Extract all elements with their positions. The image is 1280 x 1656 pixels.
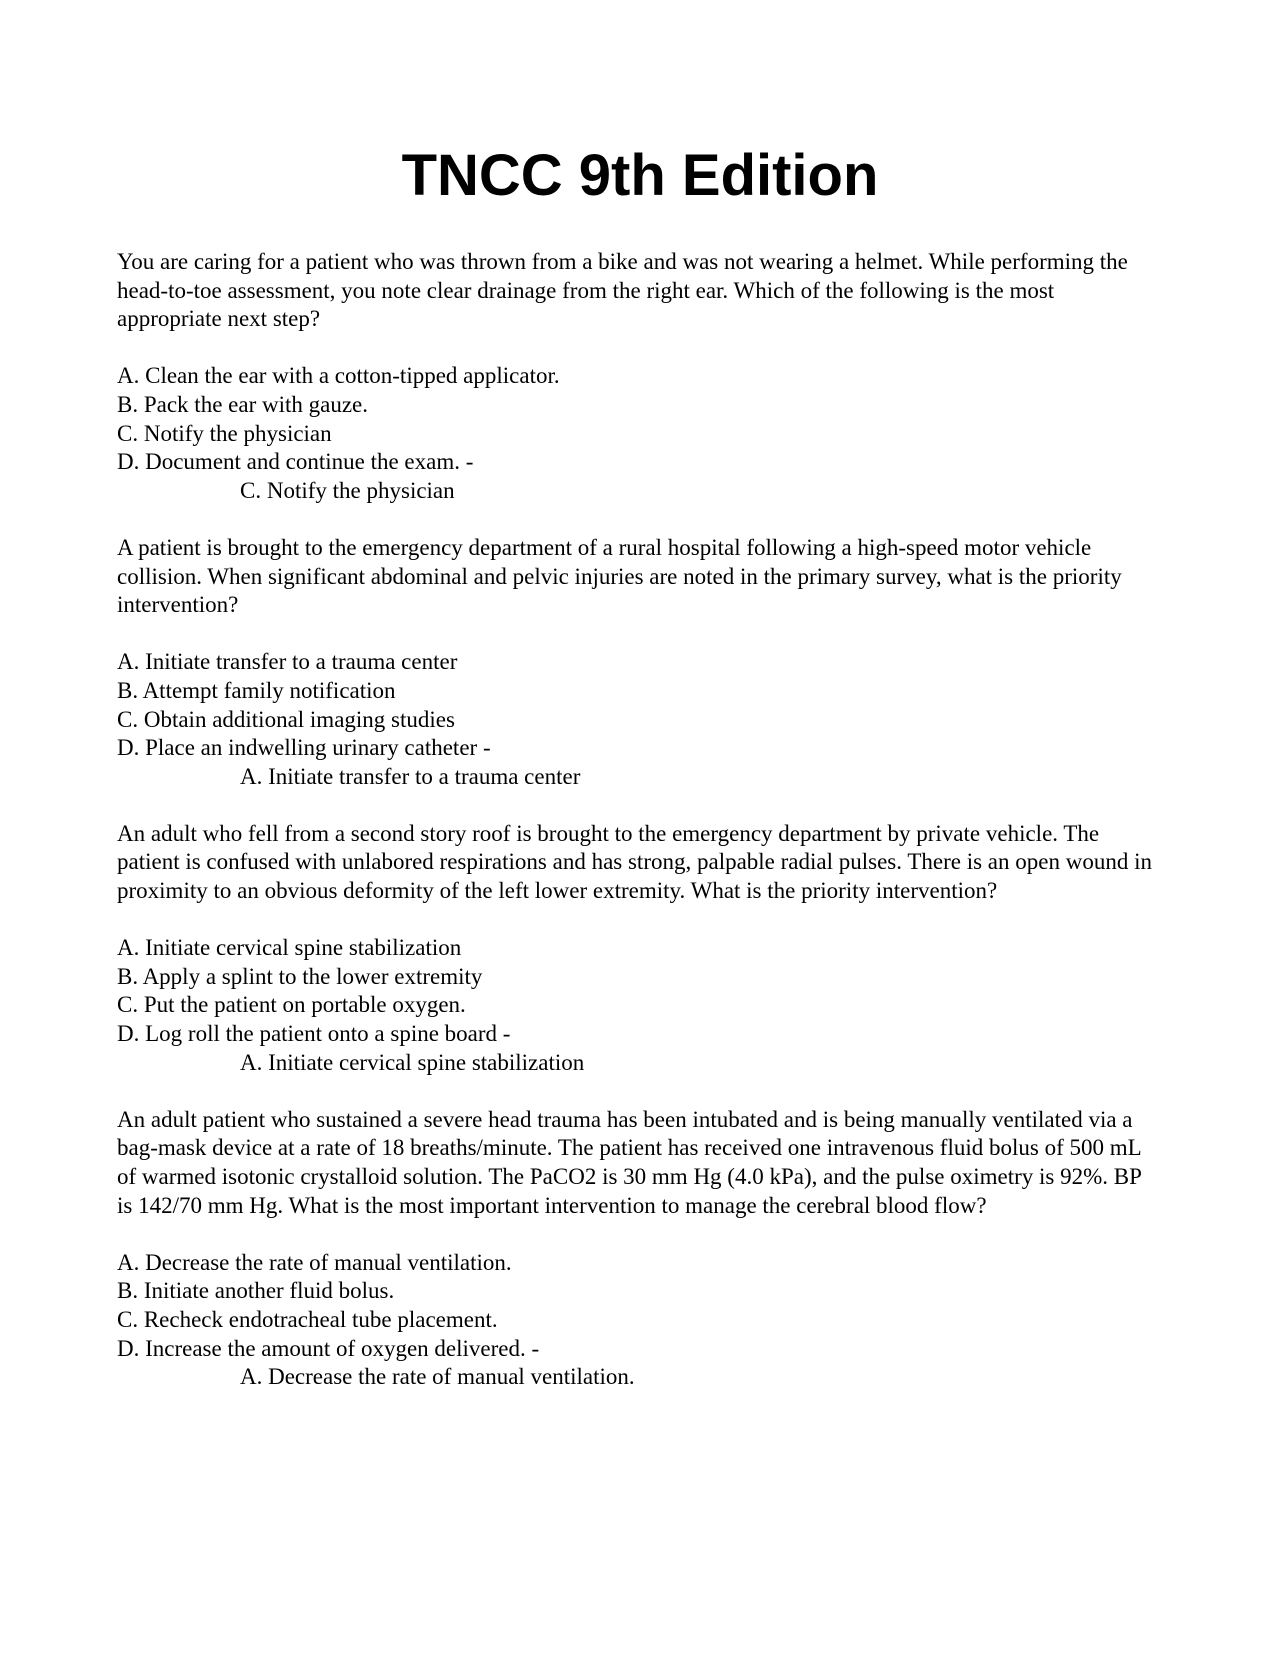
option-d: D. Document and continue the exam. - — [117, 449, 474, 475]
option-d: D. Place an indwelling urinary catheter - — [117, 735, 491, 761]
question-stem: A patient is brought to the emergency department of a rural hospital following a high-speed motor vehicle collision. When significant abdominal and pelvic injuries are noted in the primary survey, what is the priority intervention? — [117, 534, 1122, 618]
option-b: B. Attempt family notification — [117, 677, 396, 703]
correct-answer: A. Initiate cervical spine stabilization — [240, 1049, 585, 1075]
answer-options — [117, 1249, 1157, 1363]
option-c: C. Put the patient on portable oxygen. — [117, 992, 466, 1018]
option-b: B. Initiate another fluid bolus. — [117, 1278, 395, 1304]
question-stem: An adult who fell from a second story roof is brought to the emergency department by private vehicle. The patient is confused with unlabored respirations and has strong, palpable radial pulses. There is an open wound in proximity to an obvious deformity of the left lower extremity. What is the priority intervention? — [117, 820, 1152, 904]
question-stem: An adult patient who sustained a severe head trauma has been intubated and is being manually ventilated via a bag-mask device at a rate of 18 breaths/minute. The patient has received one intravenous fluid bolus of 500 mL of warmed isotonic crystalloid solution. The PaCO2 is 30 mm Hg (4.0 kPa), and the pulse oximetry is 92%. BP is 142/70 mm Hg. What is the most important intervention to manage the cerebral blood flow? — [117, 1106, 1142, 1218]
question-block — [117, 534, 1157, 791]
option-d: D. Increase the amount of oxygen delivered. - — [117, 1335, 540, 1361]
correct-answer: A. Initiate transfer to a trauma center — [240, 763, 581, 789]
option-c: C. Obtain additional imaging studies — [117, 706, 455, 732]
option-d: D. Log roll the patient onto a spine board - — [117, 1021, 511, 1047]
option-c: C. Notify the physician — [117, 420, 332, 446]
document-title: TNCC 9th Edition — [401, 143, 879, 208]
question-block — [117, 248, 1157, 505]
answer-options — [117, 648, 1157, 762]
question-block — [117, 820, 1157, 1077]
document-body — [117, 248, 1157, 1420]
option-a: A. Clean the ear with a cotton-tipped applicator. — [117, 363, 560, 389]
option-b: B. Pack the ear with gauze. — [117, 391, 368, 417]
option-c: C. Recheck endotracheal tube placement. — [117, 1306, 498, 1332]
option-a: A. Decrease the rate of manual ventilation. — [117, 1249, 512, 1275]
option-a: A. Initiate transfer to a trauma center — [117, 649, 458, 675]
answer-options — [117, 934, 1157, 1048]
correct-answer: A. Decrease the rate of manual ventilation. — [240, 1364, 635, 1390]
option-a: A. Initiate cervical spine stabilization — [117, 935, 462, 961]
question-stem: You are caring for a patient who was thrown from a bike and was not wearing a helmet. While performing the head-to-toe assessment, you note clear drainage from the right ear. Which of the following is the most appropriate next step? — [117, 249, 1128, 332]
correct-answer: C. Notify the physician — [240, 477, 455, 503]
option-b: B. Apply a splint to the lower extremity — [117, 963, 483, 989]
question-block — [117, 1106, 1157, 1392]
answer-options — [117, 362, 1157, 476]
